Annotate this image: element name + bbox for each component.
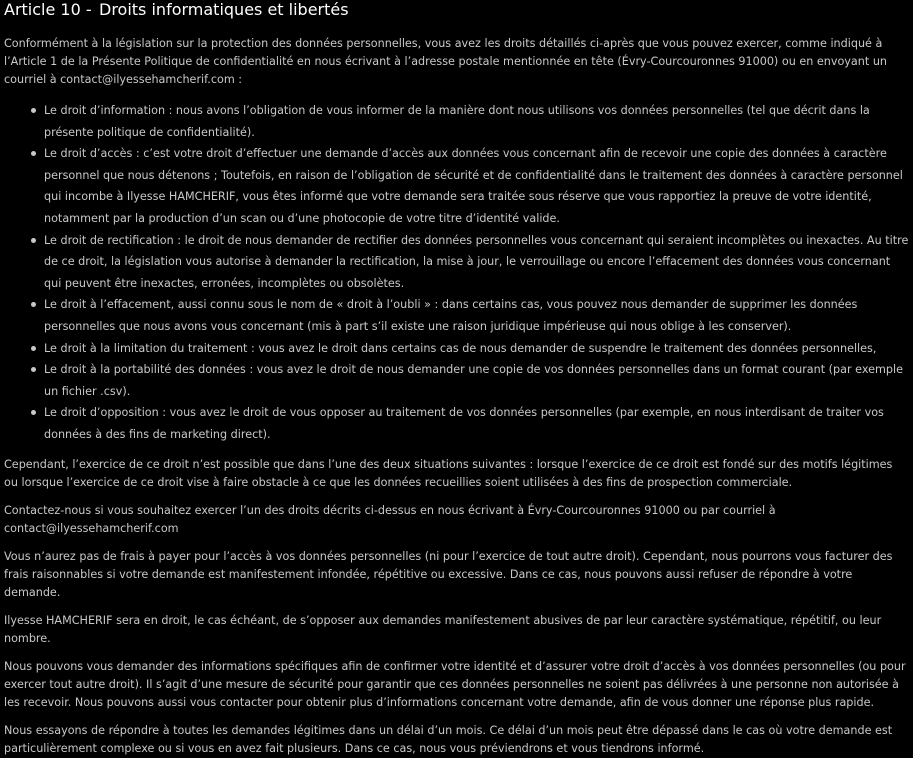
bullet-icon <box>31 151 36 156</box>
bullet-icon <box>31 238 36 243</box>
right-opposition: Le droit d’opposition : vous avez le droit de vous opposer au traitement de vos données personnelles (par exemple, en nous interdisant de traiter vos données à des fins de marketing direct). <box>44 406 884 441</box>
bullet-icon <box>31 367 36 372</box>
article-title: Droits informatiques et libertés <box>99 0 349 19</box>
bullet-icon <box>31 346 36 351</box>
bullet-icon <box>31 302 36 307</box>
contact-email-link[interactable]: contact@ilyessehamcherif.com <box>4 521 179 535</box>
bullet-icon <box>31 410 36 415</box>
right-erasure: Le droit à l’effacement, aussi connu sous le nom de « droit à l’oubli » : dans certains cas, vous pouvez nous demander de supprimer les données personnelles que nous avons vous concernant (mis à part s’il existe une raison juridique impérieuse qui nous oblige à les conserver). <box>44 298 858 333</box>
fees-paragraph: Vous n’aurez pas de frais à payer pour l’accès à vos données personnelles (ni pour l’exercice de tout autre droit). Cependant, nous pourrons vous facturer des frais raisonnables si votre demande est manifestement infondée, répétitive ou excessive. Dans ce cas, nous pouvons aussi refuser de répondre à votre demande. <box>4 549 893 599</box>
article-number: Article 10 - <box>4 0 92 19</box>
contact-text: Contactez-nous si vous souhaitez exercer l’un des droits décrits ci-dessus en nous écrivant à Évry-Courcouronnes 91000 ou par courriel à <box>4 503 776 517</box>
identity-verification-paragraph: Nous pouvons vous demander des informations spécifiques afin de confirmer votre identité et d’assurer votre droit d’accès à vos données personnelles (ou pour exercer tout autre droit). Il s’agit d’une mesure de sécurité pour garantir que ces données personnelles ne soient pas délivrées à une personne non autorisée à les recevoir. Nous pouvons aussi vous contacter pour obtenir plus d’informations concernant votre demande, afin de vous donner une réponse plus rapide. <box>4 659 906 709</box>
intro-paragraph: Conformément à la législation sur la protection des données personnelles, vous avez les droits détaillés ci-après que vous pouvez exercer, comme indiqué à l’Article 1 de la Présente Politique de confidentialité en nous écrivant à l’adresse postale mentionnée en tête (Évry-Courcouronnes 91000) ou en envoyant un courriel à contact@ilyessehamcherif.com : <box>4 37 888 86</box>
list-item <box>44 359 909 402</box>
list-item <box>44 100 909 143</box>
right-access: Le droit d’accès : c’est votre droit d’effectuer une demande d’accès aux données vous concernant afin de recevoir une copie des données à caractère personnel que nous détenons ; Toutefois, en raison de l’obligation de sécurité et de confidentialité dans le traitement des données à caractère personnel qui incombe à Ilyesse HAMCHERIF, vous êtes informé que votre demande sera traitée sous réserve que vous rapportiez la preuve de votre identité, notamment par la production d’un scan ou d’une photocopie de votre titre d’identité valide. <box>44 147 903 225</box>
conditions-paragraph: Cependant, l’exercice de ce droit n’est possible que dans l’une des deux situations suivantes : lorsque l’exercice de ce droit est fondé sur des motifs légitimes ou lorsque l’exercice de ce droit vise à faire obstacle à ce que les données recueillies soient utilisées à des fins de prospection commerciale. <box>4 457 893 489</box>
rights-list <box>4 100 909 446</box>
right-limitation: Le droit à la limitation du traitement : vous avez le droit dans certains cas de nous demander de suspendre le traitement des données personnelles, <box>44 341 877 355</box>
right-rectification: Le droit de rectification : le droit de nous demander de rectifier des données personnelles vous concernant qui seraient incomplètes ou inexactes. Au titre de ce droit, la législation vous autorise à demander la rectification, la mise à jour, le verrouillage ou encore l’effacement des données vous concernant qui peuvent être inexactes, erronées, incomplètes ou obsolètes. <box>44 233 909 290</box>
right-information: Le droit d’information : nous avons l’obligation de vous informer de la manière dont nous utilisons vos données personnelles (tel que décrit dans la présente politique de confidentialité). <box>44 104 870 139</box>
list-item <box>44 294 909 337</box>
abusive-requests-paragraph: Ilyesse HAMCHERIF sera en droit, le cas échéant, de s’opposer aux demandes manifestement abusives de par leur caractère systématique, répétitif, ou leur nombre. <box>4 613 882 645</box>
response-delay-paragraph: Nous essayons de répondre à toutes les demandes légitimes dans un délai d’un mois. Ce délai d’un mois peut être dépassé dans le cas où votre demande est particulièrement complexe ou si vous en avez fait plusieurs. Dans ce cas, nous vous préviendrons et vous tiendrons informé. <box>4 723 893 755</box>
article-heading <box>4 0 909 19</box>
contact-paragraph <box>4 502 909 538</box>
list-item <box>44 338 909 360</box>
right-portability: Le droit à la portabilité des données : vous avez le droit de nous demander une copie de vos données personnelles dans un format courant (par exemple un fichier .csv). <box>44 363 903 398</box>
list-item <box>44 143 909 229</box>
list-item <box>44 230 909 295</box>
bullet-icon <box>31 108 36 113</box>
list-item <box>44 402 909 445</box>
